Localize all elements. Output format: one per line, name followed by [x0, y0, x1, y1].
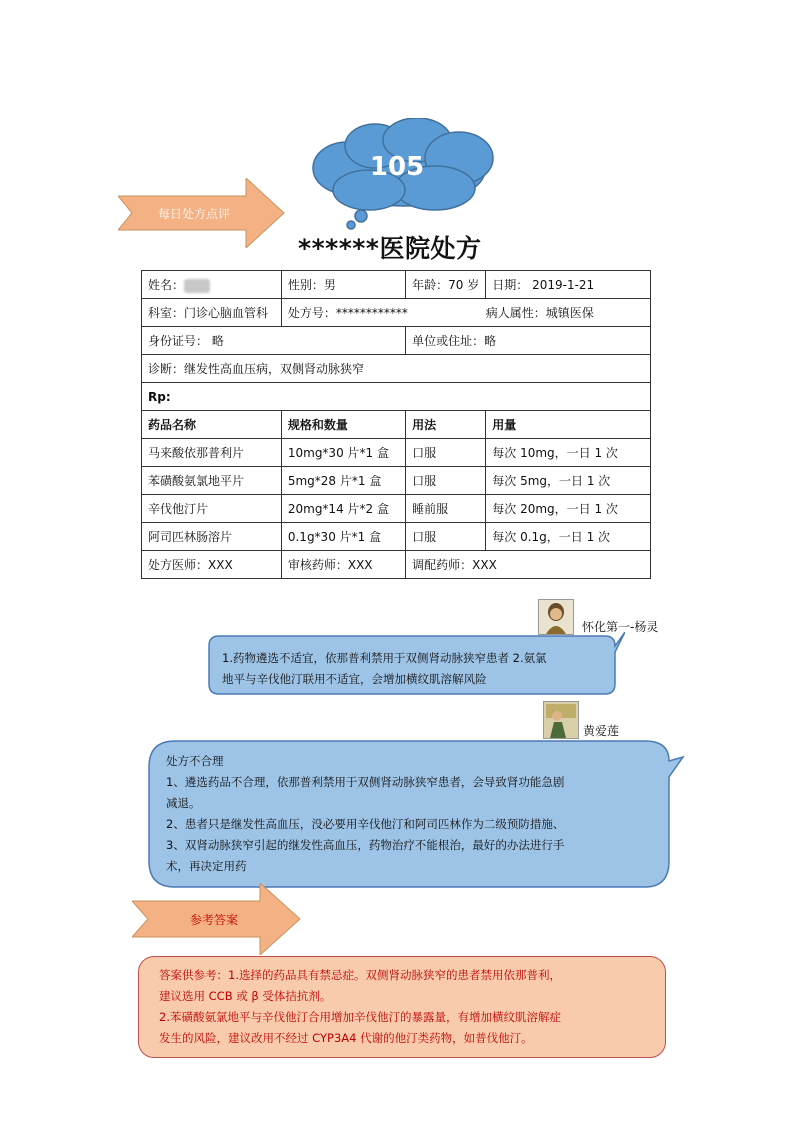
reviewer-signature: 审核药师：XXX	[281, 551, 405, 579]
table-row	[142, 439, 651, 467]
drug-usage: 口服	[406, 523, 486, 551]
dispenser-signature: 调配药师：XXX	[406, 551, 651, 579]
doctor-signature: 处方医师：XXX	[142, 551, 282, 579]
comment-line: 地平与辛伐他汀联用不适宜，会增加横纹肌溶解风险	[222, 672, 487, 686]
table-row	[142, 523, 651, 551]
avatar-yangling	[538, 599, 574, 635]
drug-name: 马来酸依那普利片	[142, 439, 282, 467]
table-row	[142, 467, 651, 495]
answer-line: 建议选用 CCB 或 β 受体拮抗剂。	[159, 989, 332, 1003]
table-header-row	[142, 411, 651, 439]
answer-line: 2.苯磺酸氨氯地平与辛伐他汀合用增加辛伐他汀的暴露量，有增加横纹肌溶解症	[159, 1010, 561, 1024]
gender-cell: 性别：男	[281, 271, 405, 299]
answer-line: 发生的风险，建议改用不经过 CYP3A4 代谢的他汀类药物，如普伐他汀。	[159, 1031, 533, 1045]
banner-answer-label: 参考答案	[190, 913, 239, 927]
table-row	[142, 271, 651, 299]
rp-cell: Rp:	[142, 383, 651, 411]
comment-line: 1、遴选药品不合理，依那普利禁用于双侧肾动脉狭窄患者，会导致肾功能急剧	[166, 775, 565, 789]
patient-attribute-cell: 病人属性：城镇医保	[486, 299, 651, 327]
comment-line: 2、患者只是继发性高血压，没必要用辛伐他汀和阿司匹林作为二级预防措施、	[166, 817, 565, 831]
table-row	[142, 355, 651, 383]
comment-line: 处方不合理	[166, 754, 224, 768]
address-cell: 单位或住址：略	[406, 327, 651, 355]
comment-1-text	[222, 648, 612, 690]
drug-usage: 口服	[406, 467, 486, 495]
header-spec-qty: 规格和数量	[281, 411, 405, 439]
rx-number-cell: 处方号：************	[281, 299, 485, 327]
table-row	[142, 299, 651, 327]
date-cell: 日期： 2019-1-21	[486, 271, 651, 299]
drug-dosage: 每次 10mg，一日 1 次	[486, 439, 651, 467]
prescription-table	[141, 270, 651, 579]
table-row	[142, 551, 651, 579]
answer-line: 答案供参考：1.选择的药品具有禁忌症。双侧肾动脉狭窄的患者禁用依那普利，	[159, 968, 561, 982]
drug-usage: 睡前服	[406, 495, 486, 523]
header-drug-name: 药品名称	[142, 411, 282, 439]
table-row	[142, 383, 651, 411]
comment-line: 术，再决定用药	[166, 859, 247, 873]
comment-2-text	[166, 751, 666, 877]
patient-name-cell: 姓名：	[142, 271, 282, 299]
diagnosis-cell: 诊断：继发性高血压病，双侧肾动脉狭窄	[142, 355, 651, 383]
redacted-name	[184, 279, 210, 293]
table-row	[142, 327, 651, 355]
drug-usage: 口服	[406, 439, 486, 467]
drug-name: 苯磺酸氨氯地平片	[142, 467, 282, 495]
age-cell: 年龄：70 岁	[406, 271, 486, 299]
commenter-name: 黄爱莲	[583, 724, 620, 738]
comment-line: 3、双肾动脉狭窄引起的继发性高血压，药物治疗不能根治，最好的办法进行手	[166, 838, 565, 852]
drug-spec: 5mg*28 片*1 盒	[281, 467, 405, 495]
cloud-number: 105	[369, 152, 425, 182]
comment-line: 1.药物遴选不适宜，依那普利禁用于双侧肾动脉狭窄患者 2.氨氯	[222, 651, 547, 665]
comment-line: 减退。	[166, 796, 201, 810]
banner-daily-review-label: 每日处方点评	[158, 207, 231, 221]
avatar-huangailian	[543, 701, 579, 739]
commenter-name: 怀化第一-杨灵	[582, 620, 659, 634]
drug-name: 阿司匹林肠溶片	[142, 523, 282, 551]
drug-dosage: 每次 20mg，一日 1 次	[486, 495, 651, 523]
drug-dosage: 每次 5mg，一日 1 次	[486, 467, 651, 495]
page-title: ******医院处方	[298, 234, 482, 263]
header-usage: 用法	[406, 411, 486, 439]
id-number-cell: 身份证号： 略	[142, 327, 406, 355]
drug-spec: 0.1g*30 片*1 盒	[281, 523, 405, 551]
department-cell: 科室：门诊心脑血管科	[142, 299, 282, 327]
drug-name: 辛伐他汀片	[142, 495, 282, 523]
drug-spec: 20mg*14 片*2 盒	[281, 495, 405, 523]
reference-answer-box	[138, 956, 666, 1058]
drug-dosage: 每次 0.1g，一日 1 次	[486, 523, 651, 551]
drug-spec: 10mg*30 片*1 盒	[281, 439, 405, 467]
table-row	[142, 495, 651, 523]
header-dosage: 用量	[486, 411, 651, 439]
